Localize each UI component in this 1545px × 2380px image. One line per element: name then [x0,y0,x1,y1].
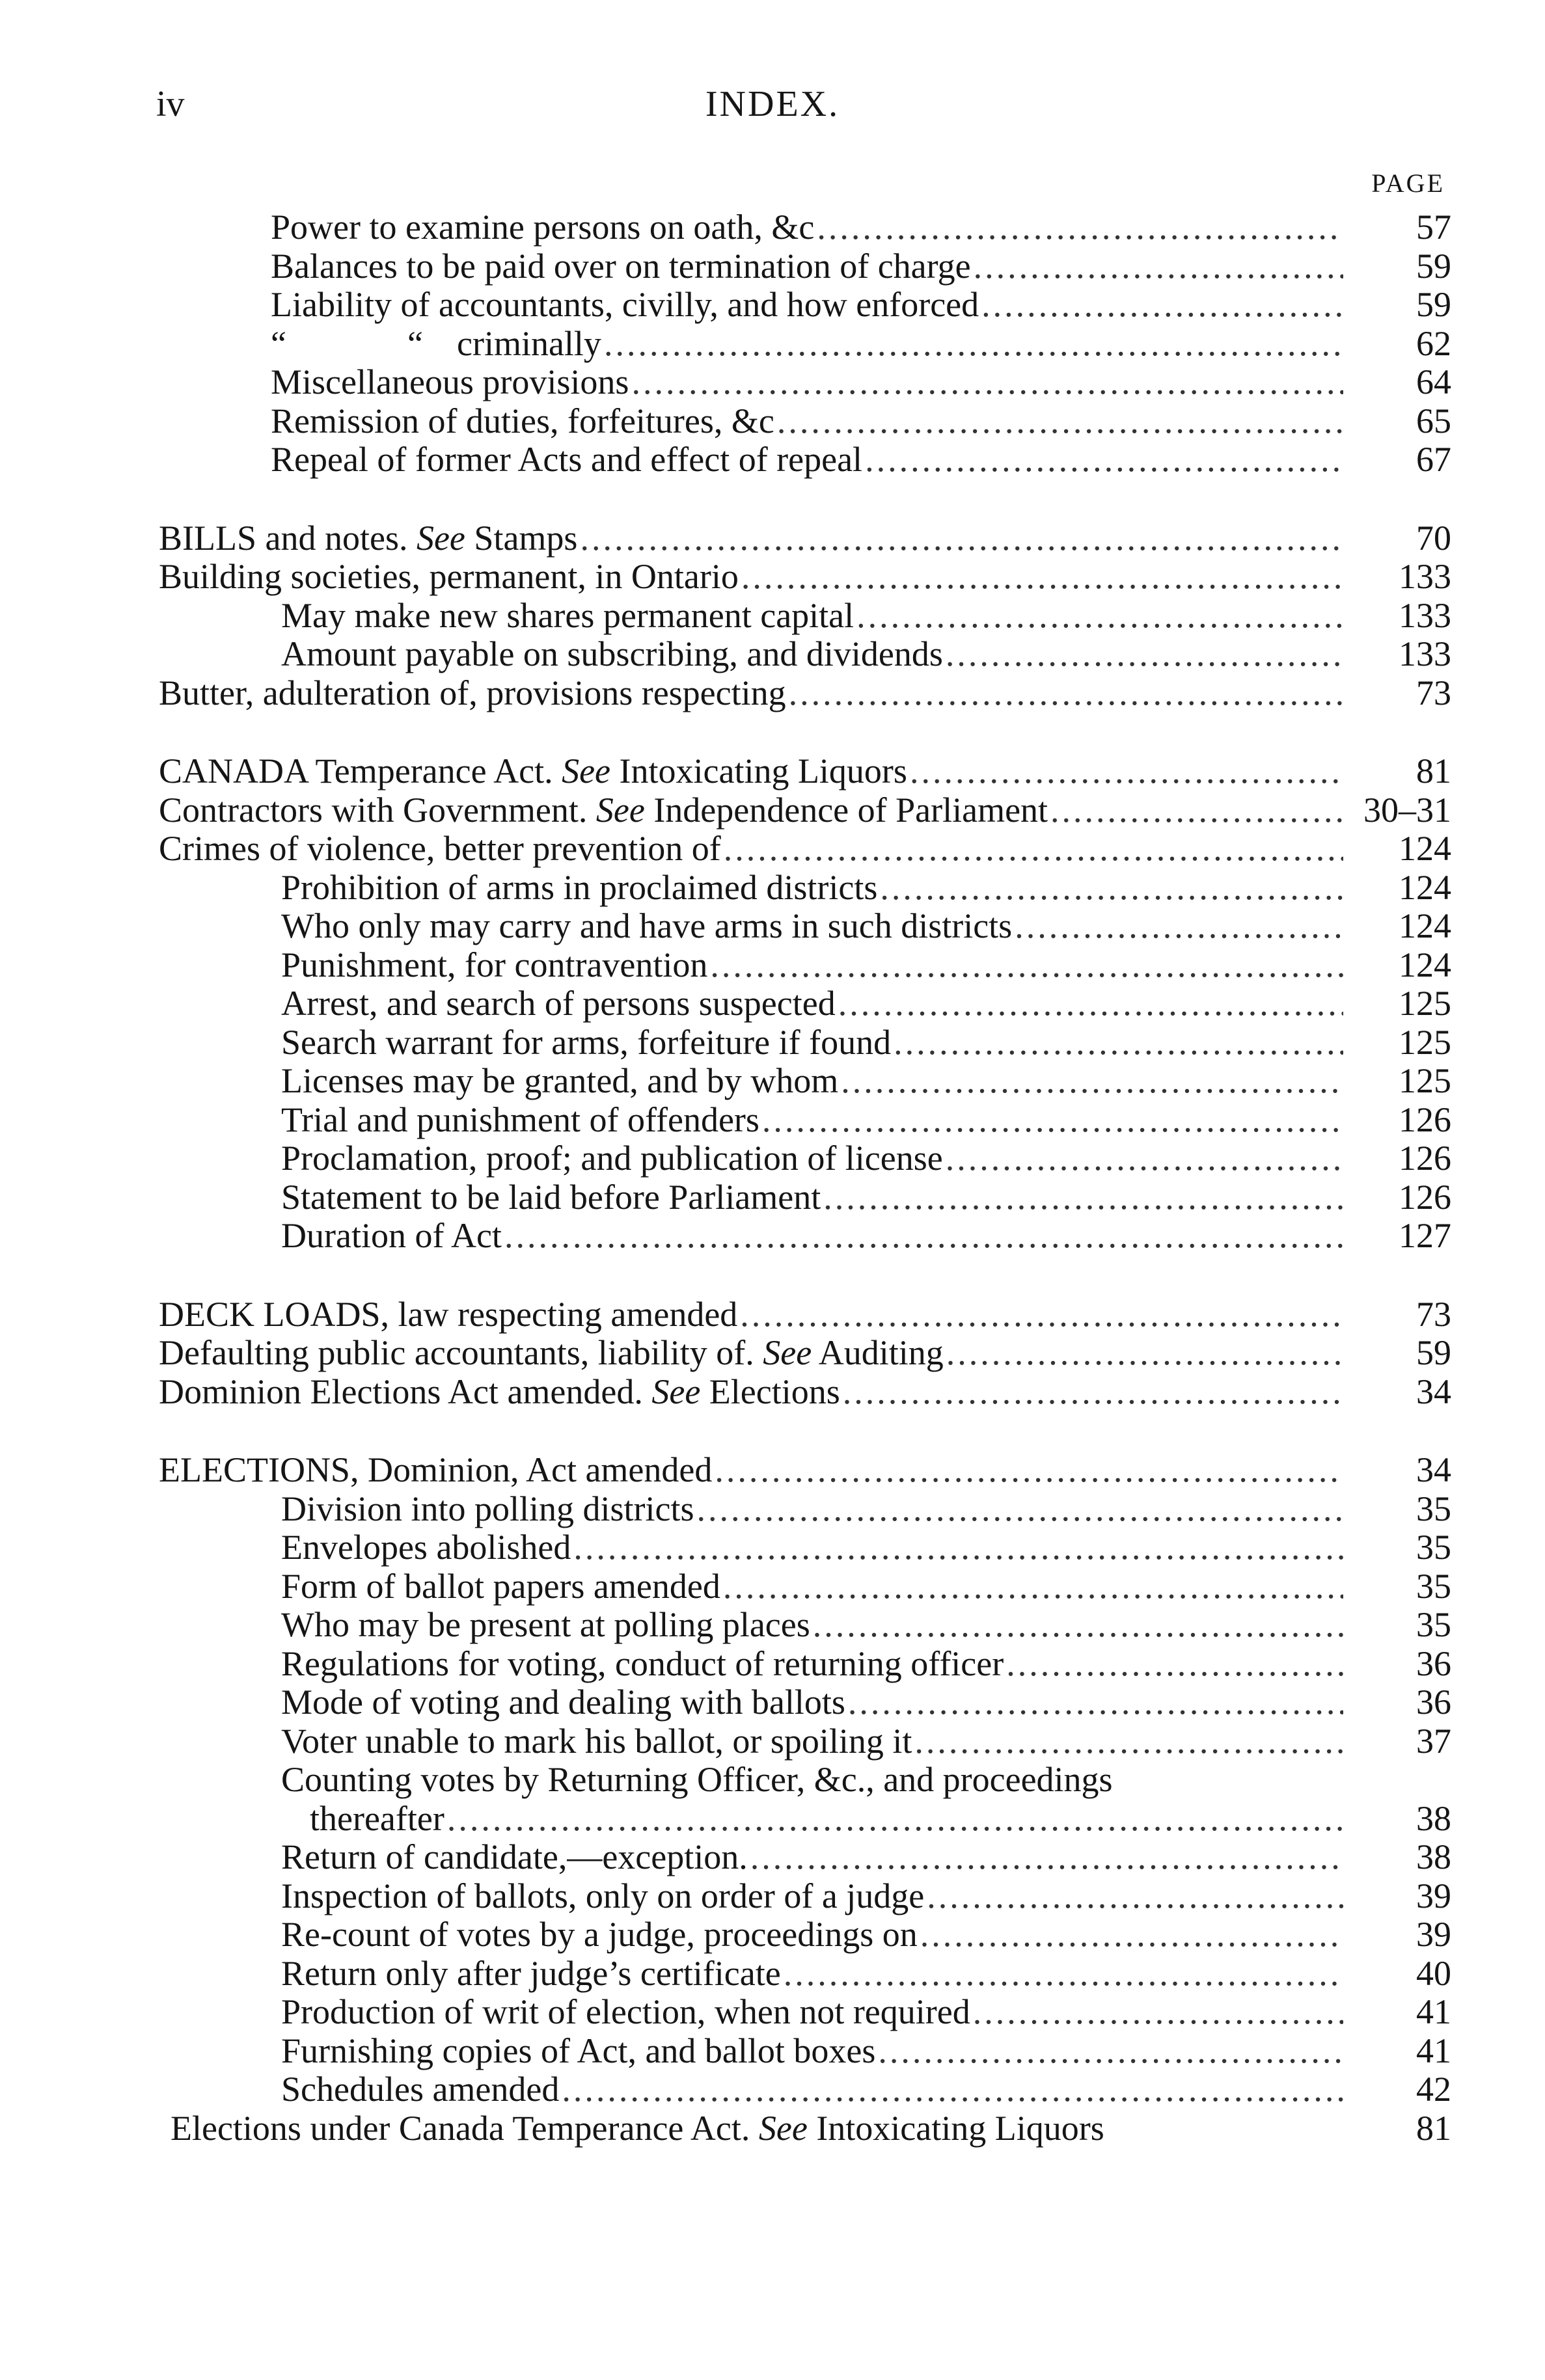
index-entry [0,674,1545,713]
dot-leader [877,869,1343,908]
page-reference: 125 [1399,984,1451,1023]
index-entry [0,1993,1545,2032]
entry-text: thereafter [310,1798,444,1838]
index-entry [0,984,1545,1023]
index-entry [0,1722,1545,1761]
dot-leader [739,558,1343,597]
index-entry [0,1217,1545,1256]
dot-leader [774,402,1343,441]
index-entry [0,325,1545,364]
page-reference: 127 [1399,1216,1451,1255]
index-entry [0,519,1545,558]
entry-text: Envelopes abolished [281,1528,571,1567]
page-reference: 124 [1399,945,1451,984]
page-reference: 42 [1416,2070,1451,2109]
dot-leader [862,440,1343,480]
dot-leader [970,1993,1343,2032]
index-entry [0,1683,1545,1722]
dot-leader [759,1101,1343,1140]
index-entry [0,2032,1545,2071]
page-column-heading: PAGE [1371,169,1445,198]
dot-leader [943,1139,1343,1178]
dot-leader [629,363,1343,402]
entry-text: Repeal of former Acts and effect of repeal [271,440,863,479]
page-reference: 40 [1416,1953,1451,1993]
index-entry [0,402,1545,441]
index-entry [0,1838,1545,1877]
dot-leader [1012,907,1343,946]
page-reference: 125 [1399,1061,1451,1100]
entry-text: Crimes of violence, better prevention of [159,829,721,868]
index-entry [0,907,1545,946]
page-reference: 67 [1416,440,1451,479]
entry-text: Dominion Elections Act amended. [159,1372,643,1411]
dot-leader [707,946,1343,985]
dot-leader [601,325,1343,364]
page-reference: 70 [1416,518,1451,558]
entry-text: Return of candidate,—exception. [281,1837,748,1876]
dot-leader [444,1800,1343,1839]
entry-text: Butter, adulteration of, provisions respecting [159,673,786,712]
dot-leader [845,1683,1343,1722]
index-entry [0,752,1545,791]
see-reference-text: Elections [709,1372,840,1411]
entry-text: Proclamation, proof; and publication of license [281,1139,943,1178]
page-reference: 37 [1416,1721,1451,1761]
dot-leader [577,519,1343,558]
index-entry [0,635,1545,674]
dot-leader [814,208,1343,247]
page-reference: 36 [1416,1683,1451,1722]
index-entry [0,1915,1545,1954]
dot-leader [821,1178,1343,1217]
see-reference-label: See [562,751,611,791]
page-reference: 59 [1416,246,1451,286]
entry-text: Prohibition of arms in proclaimed districts [281,867,878,907]
entry-text: Re-count of votes by a judge, proceedings on [281,1915,918,1954]
page-reference: 126 [1399,1177,1451,1217]
index-entry [0,1062,1545,1101]
index-entry [0,558,1545,597]
page-reference: 73 [1416,673,1451,712]
index-entry [0,791,1545,830]
page-title: INDEX. [705,84,840,124]
entry-text: CANADA Temperance Act. [159,751,553,791]
page-reference: 35 [1416,1489,1451,1528]
entry-text: Form of ballot papers amended [281,1566,720,1606]
see-reference-text: Stamps [474,518,578,558]
see-reference-text: Intoxicating Liquors [816,2108,1104,2148]
dot-leader [924,1877,1343,1916]
page-reference: 30–31 [1363,790,1451,830]
dot-leader [559,2070,1343,2109]
ditto-mark: “ [407,323,423,363]
index-entry [0,1954,1545,1994]
dot-leader [971,247,1343,286]
page-reference: 133 [1399,634,1451,673]
entry-text: BILLS and notes. [159,518,408,558]
index-entry [0,2070,1545,2109]
index-entry [0,1877,1545,1916]
see-reference-label: See [763,1333,812,1372]
index-entry [0,247,1545,286]
page-reference: 62 [1416,323,1451,363]
index-entry [0,1761,1545,1800]
page-reference: 59 [1416,1333,1451,1372]
index-entry [0,208,1545,247]
entry-text: Who only may carry and have arms in such districts [281,906,1013,945]
entry-text: ELECTIONS, Dominion, Act amended [159,1450,713,1489]
entry-text: Elections under Canada Temperance Act. [171,2108,750,2148]
dot-leader [781,1954,1343,1994]
page-header [0,83,1545,129]
index-entry [0,1334,1545,1373]
entry-text: Power to examine persons on oath, &c [271,208,815,247]
index-entry [0,1645,1545,1684]
dot-leader [907,752,1343,791]
dot-leader [748,1838,1343,1877]
index-entry [0,1606,1545,1645]
index-entry [0,1567,1545,1606]
entry-text: Trial and punishment of offenders [281,1100,759,1139]
page-reference: 36 [1416,1643,1451,1683]
dot-leader [875,2032,1343,2071]
entry-text: Duration of Act [281,1216,502,1255]
page-reference: 81 [1416,2108,1451,2148]
page-reference: 133 [1399,595,1451,635]
page-reference: 35 [1416,1528,1451,1567]
index-entry [0,1139,1545,1178]
index-entry [0,1490,1545,1529]
page-reference: 124 [1399,829,1451,868]
dot-leader [944,1334,1343,1373]
index-entry [0,1528,1545,1567]
see-reference-label: See [416,518,465,558]
page-reference: 39 [1416,1915,1451,1954]
index-entry [0,946,1545,985]
page-reference: 124 [1399,906,1451,945]
entry-text: Liability of accountants, civilly, and how enforced [271,285,979,324]
dot-leader [720,1567,1343,1606]
dot-leader [786,674,1343,713]
page-reference: 35 [1416,1605,1451,1644]
page-reference: 57 [1416,208,1451,247]
index-entry [0,363,1545,402]
entry-text: Balances to be paid over on termination of charge [271,246,971,286]
dot-leader [979,286,1343,325]
dot-leader [712,1451,1343,1490]
entry-text: Division into polling districts [281,1489,694,1528]
dot-leader [1004,1645,1343,1684]
index-entry [0,597,1545,636]
index-entry [0,440,1545,480]
page-reference: 35 [1416,1566,1451,1606]
page-reference: 34 [1416,1450,1451,1489]
entry-text: criminally [457,323,601,363]
dot-leader [836,984,1343,1023]
entry-text: Inspection of ballots, only on order of a judge [281,1876,925,1915]
dot-leader [838,1062,1343,1101]
entry-text: Building societies, permanent, in Ontario [159,557,739,596]
page-reference: 39 [1416,1876,1451,1915]
page-reference: 126 [1399,1139,1451,1178]
dot-leader [737,1295,1343,1334]
entry-text: Regulations for voting, conduct of returning officer [281,1643,1004,1683]
entry-text: Search warrant for arms, forfeiture if found [281,1022,892,1062]
dot-leader [571,1528,1343,1567]
dot-leader [721,830,1343,869]
ditto-mark: “ [271,323,286,363]
entry-text: Counting votes by Returning Officer, &c., and proceedings [281,1760,1113,1799]
entry-text: Licenses may be granted, and by whom [281,1061,839,1100]
entry-text: Contractors with Government. [159,790,588,830]
dot-leader [912,1722,1343,1761]
dot-leader [891,1023,1343,1062]
entry-text: May make new shares permanent capital [281,595,855,635]
page-reference: 41 [1416,1992,1451,2031]
dot-leader [854,597,1343,636]
index-entry [0,1023,1545,1062]
index-entries [0,208,1545,2148]
see-reference-label: See [651,1372,701,1411]
index-entry [0,1295,1545,1334]
index-entry [0,286,1545,325]
entry-text: Defaulting public accountants, liability of. [159,1333,754,1372]
page-reference: 38 [1416,1798,1451,1838]
entry-text: Voter unable to mark his ballot, or spoiling it [281,1721,912,1761]
see-reference-text: Auditing [818,1333,944,1372]
dot-leader [694,1490,1343,1529]
page-reference: 133 [1399,557,1451,596]
page-reference: 59 [1416,285,1451,324]
index-entry [0,2109,1545,2148]
entry-text: Who may be present at polling places [281,1605,810,1644]
dot-leader [918,1915,1343,1954]
page-reference: 126 [1399,1100,1451,1139]
entry-text: Production of writ of election, when not required [281,1992,970,2031]
page-reference: 64 [1416,362,1451,401]
see-reference-text: Independence of Parliament [653,790,1048,830]
dot-leader [1048,791,1343,830]
entry-text: Miscellaneous provisions [271,362,629,401]
page-reference: 124 [1399,867,1451,907]
entry-text: DECK LOADS, law respecting amended [159,1294,738,1334]
dot-leader [840,1373,1343,1412]
dot-leader [943,635,1343,674]
index-entry [0,1373,1545,1412]
index-entry [0,1800,1545,1839]
index-entry [0,1101,1545,1140]
page-reference: 34 [1416,1372,1451,1411]
page-reference: 125 [1399,1022,1451,1062]
entry-text: Furnishing copies of Act, and ballot boxes [281,2031,876,2070]
entry-text: Return only after judge’s certificate [281,1953,781,1993]
entry-text: Amount payable on subscribing, and dividends [281,634,943,673]
entry-text: Statement to be laid before Parliament [281,1177,821,1217]
page-reference: 73 [1416,1294,1451,1334]
page-reference: 41 [1416,2031,1451,2070]
dot-leader [502,1217,1343,1256]
see-reference-label: See [595,790,645,830]
index-entry [0,830,1545,869]
index-entry [0,869,1545,908]
entry-text: Mode of voting and dealing with ballots [281,1683,845,1722]
dot-leader [810,1606,1343,1645]
index-entry [0,1178,1545,1217]
page-number: iv [156,84,185,124]
see-reference-text: Intoxicating Liquors [619,751,907,791]
page-reference: 38 [1416,1837,1451,1876]
entry-text: Arrest, and search of persons suspected [281,984,836,1023]
entry-text: Punishment, for contravention [281,945,708,984]
index-entry [0,1451,1545,1490]
entry-text: Schedules amended [281,2070,560,2109]
entry-text: Remission of duties, forfeitures, &c [271,401,774,440]
page-reference: 65 [1416,401,1451,440]
see-reference-label: See [758,2108,808,2148]
page-reference: 81 [1416,751,1451,791]
